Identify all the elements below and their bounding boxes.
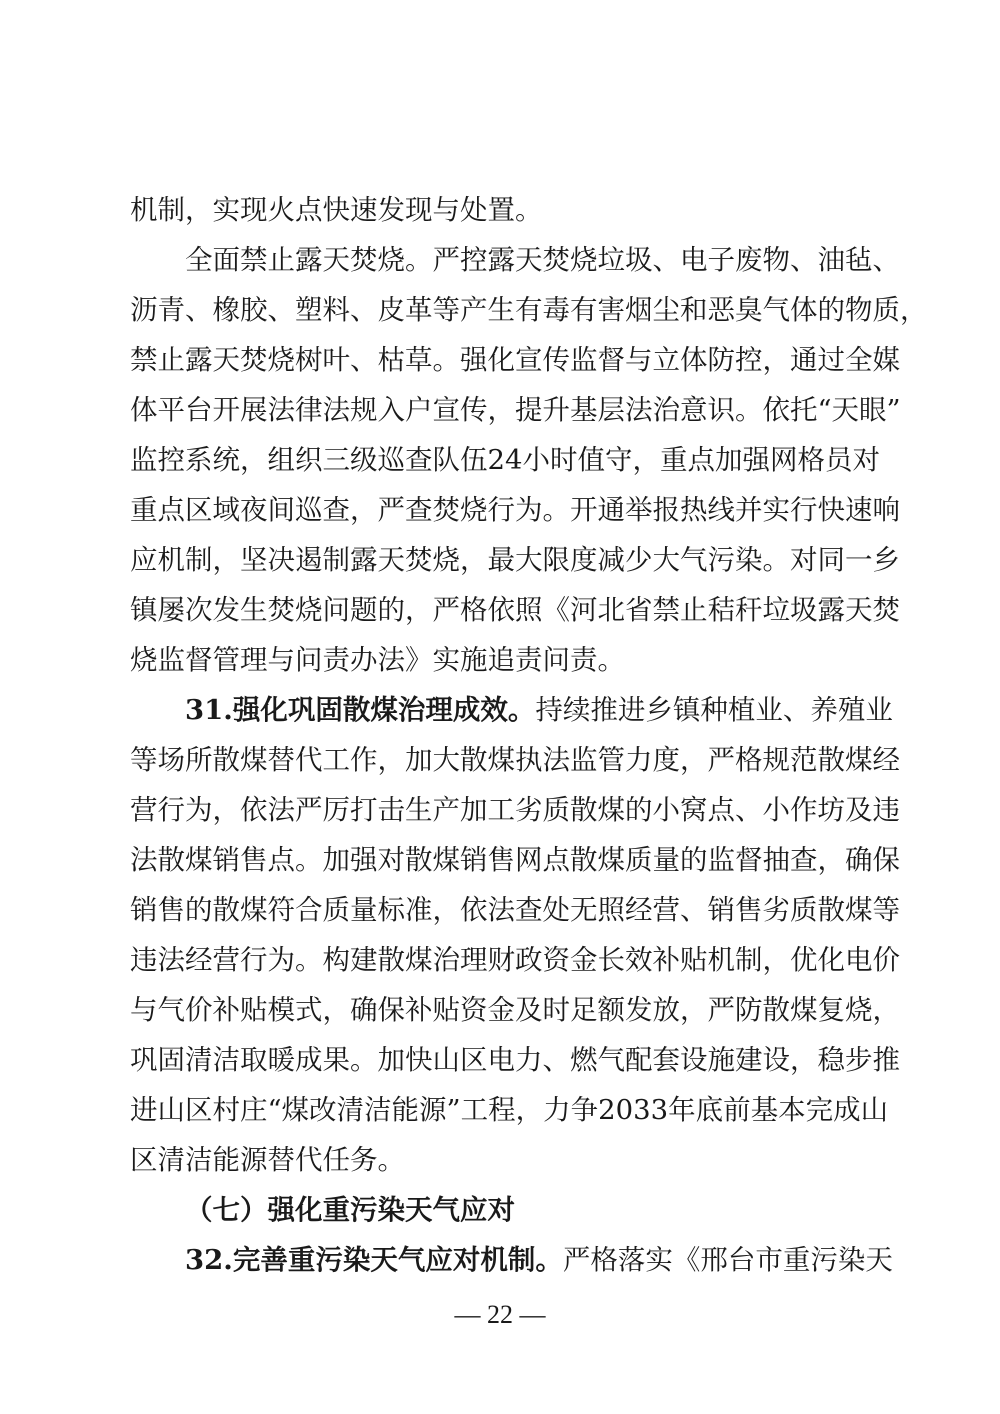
item-heading-31: 31.强化巩固散煤治理成效。 (185, 694, 536, 726)
paragraph-line: 营行为，依法严厉打击生产加工劣质散煤的小窝点、小作坊及违 (130, 794, 900, 826)
paragraph-line: 严格落实《邢台市重污染天 (562, 1244, 893, 1276)
paragraph-line: 全面禁止露天焚烧。严控露天焚烧垃圾、电子废物、油毡、 (185, 244, 900, 276)
paragraph-line: 沥青、橡胶、塑料、皮革等产生有毒有害烟尘和恶臭气体的物质， (130, 294, 928, 326)
paragraph-line: 监控系统，组织三级巡查队伍24小时值守，重点加强网格员对 (130, 444, 880, 476)
section-heading: （七）强化重污染天气应对 (185, 1194, 515, 1226)
paragraph-line: 违法经营行为。构建散煤治理财政资金长效补贴机制，优化电价 (130, 944, 900, 976)
paragraph-line: 镇屡次发生焚烧问题的，严格依照《河北省禁止秸秆垃圾露天焚 (130, 594, 900, 626)
paragraph-line: 销售的散煤符合质量标准，依法查处无照经营、销售劣质散煤等 (130, 894, 900, 926)
paragraph-line: 体平台开展法律法规入户宣传，提升基层法治意识。依托“天眼” (130, 394, 901, 426)
paragraph-line-with-heading (185, 1236, 893, 1284)
paragraph-line: 重点区域夜间巡查，严查焚烧行为。开通举报热线并实行快速响 (130, 494, 900, 526)
paragraph-line: 进山区村庄“煤改清洁能源”工程，力争2033年底前基本完成山 (130, 1094, 889, 1126)
paragraph-line: 应机制，坚决遏制露天焚烧，最大限度减少大气污染。对同一乡 (130, 544, 900, 576)
paragraph-line: 法散煤销售点。加强对散煤销售网点散煤质量的监督抽查，确保 (130, 844, 900, 876)
page-number: — 22 — (454, 1300, 546, 1329)
paragraph-line: 巩固清洁取暖成果。加快山区电力、燃气配套设施建设，稳步推 (130, 1044, 900, 1076)
paragraph-line: 持续推进乡镇种植业、养殖业 (535, 694, 893, 726)
item-heading-32: 32.完善重污染天气应对机制。 (185, 1244, 563, 1276)
paragraph-line: 机制，实现火点快速发现与处置。 (130, 194, 543, 226)
paragraph-line: 等场所散煤替代工作，加大散煤执法监管力度，严格规范散煤经 (130, 744, 900, 776)
paragraph-line-with-heading (185, 686, 893, 734)
paragraph-line: 与气价补贴模式，确保补贴资金及时足额发放，严防散煤复烧， (130, 994, 900, 1026)
paragraph-line: 区清洁能源替代任务。 (130, 1144, 405, 1176)
paragraph-line: 禁止露天焚烧树叶、枯草。强化宣传监督与立体防控，通过全媒 (130, 344, 900, 376)
paragraph-line: 烧监督管理与问责办法》实施追责问责。 (130, 644, 625, 676)
